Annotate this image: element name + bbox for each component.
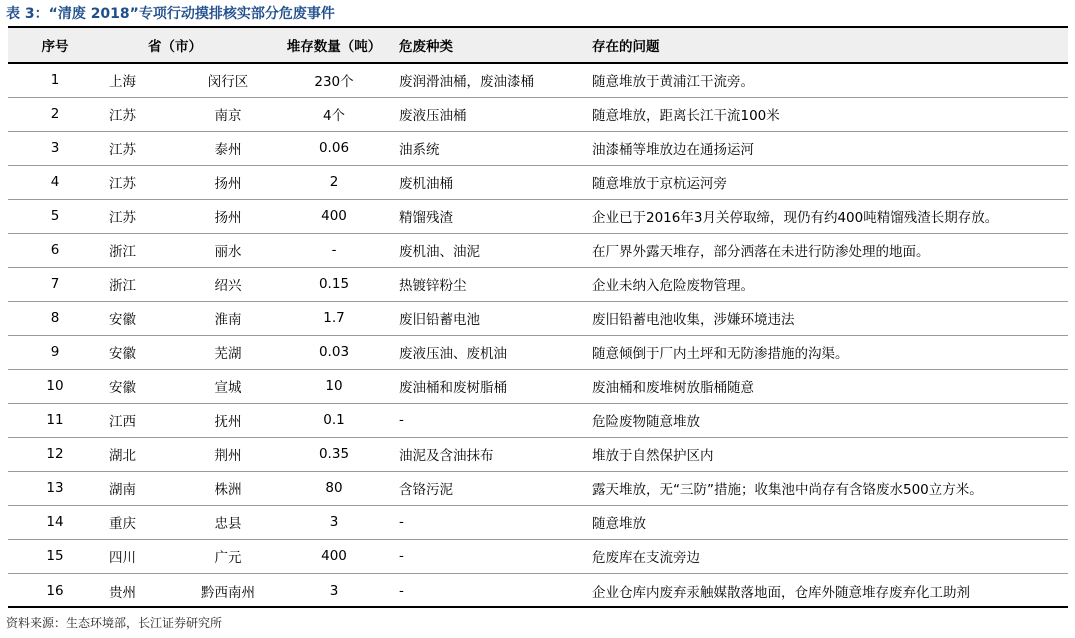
cell-waste-type: 油泥及含油抹布 — [399, 448, 494, 464]
cell-problem: 在厂界外露天堆存，部分洒落在未进行防渗处理的地面。 — [592, 244, 930, 260]
cell-problem: 随意堆放于黄浦江干流旁。 — [592, 74, 754, 90]
cell-province: 江苏 — [109, 210, 136, 226]
cell-waste-type: - — [399, 548, 404, 564]
cell-province: 上海 — [109, 74, 136, 90]
cell-waste-type: - — [399, 582, 404, 599]
cell-problem: 油漆桶等堆放边在通扬运河 — [592, 142, 754, 158]
cell-seq: 14 — [46, 514, 64, 530]
cell-seq: 10 — [46, 378, 64, 394]
table-row — [8, 64, 1068, 98]
cell-quantity: 0.35 — [318, 446, 350, 462]
table-row — [8, 540, 1068, 574]
cell-quantity: 400 — [321, 548, 347, 564]
cell-waste-type: 废机油桶 — [399, 176, 453, 192]
cell-problem: 废油桶和废堆树放脂桶随意 — [592, 380, 754, 396]
header-problem: 存在的问题 — [592, 39, 660, 55]
table-row — [8, 200, 1068, 234]
cell-seq: 3 — [50, 140, 60, 156]
cell-province: 浙江 — [109, 278, 136, 294]
cell-waste-type: - — [399, 514, 404, 530]
table-row — [8, 98, 1068, 132]
cell-province: 安徽 — [109, 312, 136, 328]
cell-quantity: 3 — [329, 514, 339, 530]
cell-seq: 4 — [50, 174, 60, 190]
cell-quantity: 4个 — [322, 108, 346, 124]
cell-province: 湖北 — [109, 448, 136, 464]
cell-problem: 堆放于自然保护区内 — [592, 448, 714, 464]
source-note: 资料来源：生态环境部，长江证券研究所 — [6, 616, 223, 630]
cell-city: 株洲 — [214, 482, 242, 498]
cell-city: 闵行区 — [207, 74, 249, 90]
cell-waste-type: 含铬污泥 — [399, 482, 453, 498]
cell-problem: 随意倾倒于厂内土坪和无防渗措施的沟渠。 — [592, 346, 849, 362]
cell-waste-type: 废润滑油桶，废油漆桶 — [399, 74, 534, 90]
table-row — [8, 132, 1068, 166]
table-row — [8, 472, 1068, 506]
cell-seq: 15 — [46, 548, 64, 564]
cell-quantity: 10 — [325, 378, 343, 394]
cell-seq: 5 — [50, 208, 60, 224]
cell-city: 南京 — [214, 108, 242, 124]
cell-quantity: 0.03 — [318, 344, 350, 360]
cell-problem: 废旧铅蓄电池收集，涉嫌环境违法 — [592, 312, 795, 328]
header-prov-city: 省（市） — [148, 39, 202, 55]
table-row — [8, 506, 1068, 540]
table-row — [8, 574, 1068, 608]
table-header-row — [8, 28, 1068, 62]
cell-seq: 1 — [50, 72, 60, 88]
cell-quantity: 3 — [329, 582, 339, 599]
cell-province: 湖南 — [109, 482, 136, 498]
cell-city: 芜湖 — [214, 346, 242, 362]
cell-waste-type: 废液压油桶 — [399, 108, 467, 124]
cell-province: 安徽 — [109, 380, 136, 396]
cell-province: 四川 — [109, 550, 136, 566]
table-row — [8, 268, 1068, 302]
cell-quantity: 400 — [321, 208, 347, 224]
cell-city: 宣城 — [214, 380, 242, 396]
cell-seq: 6 — [50, 242, 60, 258]
cell-seq: 16 — [46, 582, 64, 599]
cell-problem: 企业未纳入危险废物管理。 — [592, 278, 754, 294]
cell-city: 抚州 — [214, 414, 242, 430]
cell-city: 泰州 — [214, 142, 242, 158]
cell-problem: 危险废物随意堆放 — [592, 414, 700, 430]
header-seq: 序号 — [41, 39, 69, 55]
cell-seq: 2 — [50, 106, 60, 122]
cell-city: 荆州 — [214, 448, 242, 464]
cell-province: 浙江 — [109, 244, 136, 260]
table-row — [8, 336, 1068, 370]
table-row — [8, 404, 1068, 438]
cell-city: 广元 — [214, 550, 242, 566]
header-type: 危废种类 — [399, 39, 453, 55]
cell-city: 黔西南州 — [201, 584, 255, 601]
cell-province: 重庆 — [109, 516, 136, 532]
cell-city: 绍兴 — [214, 278, 242, 294]
cell-quantity: 2 — [329, 174, 339, 190]
cell-quantity: 0.06 — [318, 140, 350, 156]
cell-seq: 13 — [46, 480, 64, 496]
cell-waste-type: 油系统 — [399, 142, 440, 158]
cell-waste-type: 废旧铅蓄电池 — [399, 312, 480, 328]
cell-problem: 企业仓库内废弃汞触媒散落地面，仓库外随意堆存废弃化工助剂 — [592, 584, 970, 601]
table-bottom-rule — [8, 606, 1068, 608]
cell-seq: 11 — [46, 412, 64, 428]
cell-province: 江苏 — [109, 142, 136, 158]
cell-seq: 9 — [50, 344, 60, 360]
cell-waste-type: - — [399, 412, 404, 428]
table-row — [8, 302, 1068, 336]
cell-quantity: 0.1 — [323, 412, 345, 428]
cell-seq: 12 — [46, 446, 64, 462]
header-qty: 堆存数量（吨） — [286, 39, 382, 55]
table-row — [8, 370, 1068, 404]
cell-city: 扬州 — [214, 176, 242, 192]
cell-city: 丽水 — [214, 244, 242, 260]
cell-problem: 露天堆放，无“三防”措施；收集池中尚存有含铬废水500立方米。 — [592, 482, 983, 498]
table-row — [8, 438, 1068, 472]
cell-problem: 随意堆放，距离长江干流100米 — [592, 108, 780, 124]
cell-quantity: - — [331, 242, 337, 258]
cell-waste-type: 热镀锌粉尘 — [399, 278, 467, 294]
cell-city: 扬州 — [214, 210, 242, 226]
cell-waste-type: 精馏残渣 — [399, 210, 453, 226]
cell-quantity: 1.7 — [323, 310, 345, 326]
table-row — [8, 166, 1068, 200]
table-row — [8, 234, 1068, 268]
cell-province: 江苏 — [109, 108, 136, 124]
cell-waste-type: 废机油、油泥 — [399, 244, 480, 260]
cell-quantity: 230个 — [314, 74, 354, 90]
cell-problem: 随意堆放 — [592, 516, 646, 532]
cell-waste-type: 废液压油、废机油 — [399, 346, 507, 362]
cell-quantity: 80 — [325, 480, 343, 496]
cell-province: 贵州 — [109, 584, 136, 601]
cell-city: 忠县 — [214, 516, 242, 532]
cell-city: 淮南 — [214, 312, 242, 328]
cell-quantity: 0.15 — [318, 276, 350, 292]
cell-seq: 8 — [50, 310, 60, 326]
cell-seq: 7 — [50, 276, 60, 292]
cell-problem: 企业已于2016年3月关停取缔，现仍有约400吨精馏残渣长期存放。 — [592, 210, 999, 226]
cell-problem: 随意堆放于京杭运河旁 — [592, 176, 727, 192]
cell-problem: 危废库在支流旁边 — [592, 550, 700, 566]
table-title: 表 3：“清废 2018”专项行动摸排核实部分危废事件 — [6, 6, 335, 22]
cell-province: 江西 — [109, 414, 136, 430]
cell-province: 安徽 — [109, 346, 136, 362]
cell-province: 江苏 — [109, 176, 136, 192]
cell-waste-type: 废油桶和废树脂桶 — [399, 380, 507, 396]
